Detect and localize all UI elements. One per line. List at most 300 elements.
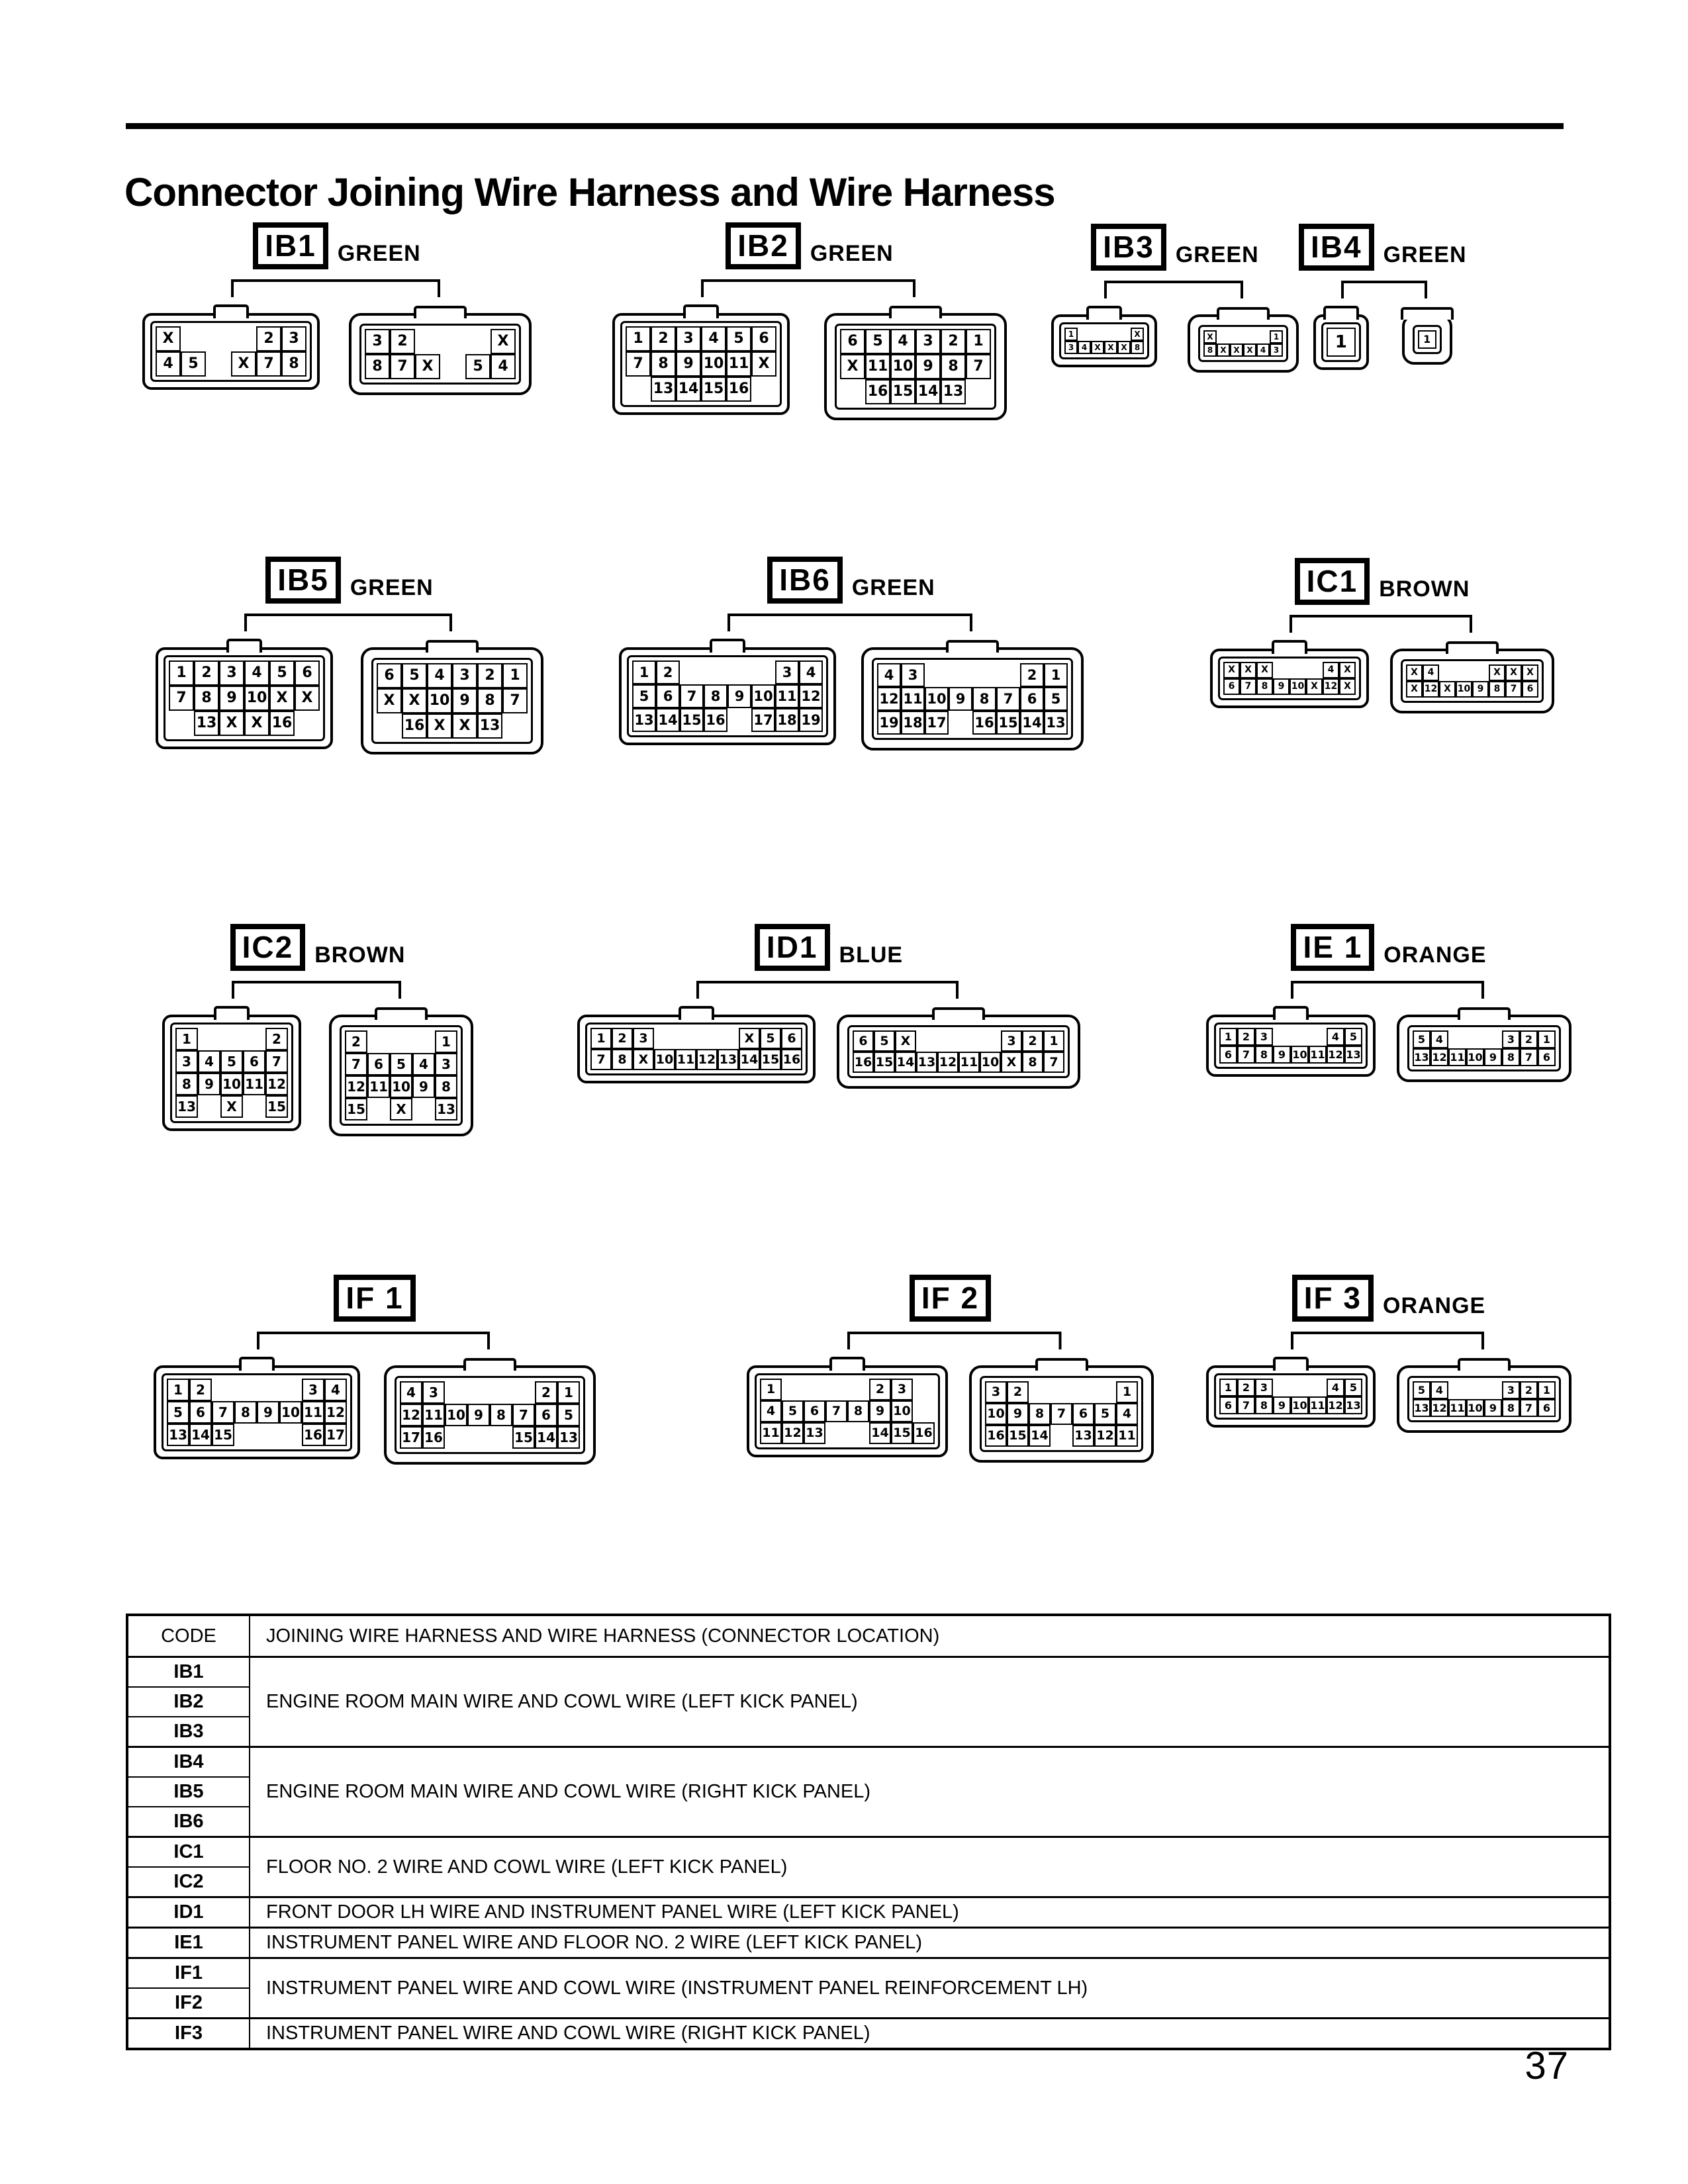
pin-cell: 8 — [490, 1404, 512, 1426]
table-row — [127, 1837, 1610, 1868]
pin-cell: 3 — [985, 1381, 1007, 1403]
pin-gap — [1456, 664, 1472, 681]
pin-cell: 4 — [701, 326, 726, 351]
pin-cell: 7 — [626, 351, 651, 377]
pin-cell: 10 — [1289, 678, 1306, 695]
pin-gap — [1309, 1028, 1327, 1046]
pin-grid — [1203, 330, 1283, 357]
connector-lock-tab-icon — [829, 1357, 865, 1371]
pin-cell: 9 — [949, 687, 972, 711]
pin-cell: 8 — [1131, 341, 1144, 354]
pin-cell: 7 — [1505, 681, 1522, 698]
pin-cell: 13 — [1344, 1396, 1362, 1414]
pin-cell: 1 — [1219, 1379, 1237, 1396]
connector-socket-IF2 — [969, 1365, 1154, 1463]
pin-cell: 5 — [1413, 1381, 1430, 1399]
connector-cavity — [980, 1376, 1143, 1452]
pin-cell: 1 — [1418, 330, 1436, 349]
code-cell-IB5: IB5 — [127, 1777, 250, 1807]
pin-gap — [1472, 664, 1489, 681]
pin-cell: X — [427, 713, 452, 739]
connector-socket-IB3 — [1188, 314, 1299, 373]
connector-code-badge: IF 3 — [1292, 1275, 1374, 1322]
connector-pair — [142, 313, 532, 395]
pin-cell: 5 — [1413, 1030, 1430, 1048]
figure-label — [154, 1275, 596, 1322]
connector-pair — [577, 1015, 1080, 1089]
code-cell-IF3: IF3 — [127, 2019, 250, 2050]
connector-plug-IC1 — [1210, 649, 1369, 708]
connector-color-label: BROWN — [1379, 576, 1470, 602]
pin-cell: X — [1505, 664, 1522, 681]
bracket-line — [619, 613, 1084, 633]
connector-code-badge: IB6 — [767, 557, 843, 604]
pin-cell: X — [840, 354, 865, 379]
pin-cell: 6 — [853, 1030, 874, 1052]
connector-socket-IE1 — [1397, 1015, 1571, 1082]
location-cell: INSTRUMENT PANEL WIRE AND COWL WIRE (RIGHT KICK PANEL) — [250, 2019, 1610, 2050]
pin-grid — [853, 1030, 1064, 1073]
pin-gap — [804, 1379, 825, 1400]
pin-gap — [1104, 328, 1117, 341]
pin-cell: 3 — [435, 1053, 457, 1075]
connector-socket-IC1 — [1390, 649, 1554, 713]
pin-cell: X — [244, 711, 269, 736]
pin-cell: 10 — [890, 354, 915, 379]
pin-cell: 12 — [1323, 678, 1339, 695]
pin-cell: 6 — [189, 1401, 212, 1424]
connector-plug-IB1 — [142, 313, 320, 390]
pin-cell: 6 — [781, 1028, 802, 1049]
pin-cell: 5 — [782, 1400, 804, 1422]
pin-cell: 7 — [1240, 678, 1256, 695]
pin-cell: 5 — [1344, 1379, 1362, 1396]
pin-cell: 12 — [1430, 1399, 1448, 1417]
connector-figure-IB1 — [142, 222, 532, 395]
pin-cell: 16 — [402, 713, 427, 739]
pin-gap — [1484, 1381, 1502, 1399]
pin-cell: 13 — [435, 1098, 457, 1120]
pin-gap — [206, 351, 231, 377]
pin-gap — [916, 1030, 937, 1052]
pin-gap — [949, 663, 972, 687]
pin-gap — [1448, 1381, 1466, 1399]
pin-cell: 3 — [175, 1050, 198, 1073]
pin-cell: 6 — [1538, 1048, 1556, 1066]
connector-color-label: GREEN — [810, 240, 894, 266]
pin-gap — [1273, 662, 1289, 678]
pin-cell: 6 — [367, 1053, 390, 1075]
pin-cell: 8 — [1022, 1052, 1043, 1073]
pin-cell: 10 — [701, 351, 726, 377]
pin-cell: 8 — [847, 1400, 869, 1422]
connector-pair — [156, 647, 543, 754]
pin-cell: 8 — [1502, 1048, 1520, 1066]
pin-cell: 16 — [269, 711, 295, 736]
pin-gap — [243, 1095, 265, 1118]
pin-cell: 3 — [1064, 341, 1078, 354]
connector-pair — [747, 1365, 1154, 1463]
pin-cell: 13 — [1344, 1046, 1362, 1064]
bracket-line — [577, 980, 1080, 1000]
pin-cell: 10 — [925, 687, 949, 711]
connector-plug-IB4 — [1313, 314, 1369, 370]
pin-cell: 5 — [1344, 1028, 1362, 1046]
pin-cell: 1 — [760, 1379, 782, 1400]
pin-cell: 10 — [445, 1404, 467, 1426]
pin-cell: 11 — [1448, 1048, 1466, 1066]
pin-cell: 11 — [901, 687, 925, 711]
pin-cell: 4 — [1256, 343, 1270, 357]
connector-plug-IE1 — [1206, 1015, 1376, 1077]
connector-lock-tab-icon — [375, 1007, 428, 1020]
pin-cell: 5 — [1094, 1403, 1116, 1425]
connector-figure-IF1 — [154, 1275, 596, 1465]
pin-cell: 4 — [760, 1400, 782, 1422]
pin-cell: 11 — [243, 1073, 265, 1095]
pin-cell: X — [1339, 662, 1356, 678]
connector-lock-tab-icon — [679, 1006, 714, 1020]
pin-cell: 17 — [925, 711, 949, 735]
pin-gap — [1466, 1381, 1484, 1399]
pin-cell: 2 — [651, 326, 676, 351]
pin-cell: 11 — [1309, 1396, 1327, 1414]
pin-cell: 3 — [365, 329, 390, 354]
pin-cell: 7 — [996, 687, 1020, 711]
pin-cell: 15 — [701, 377, 726, 402]
connector-plug-ID1 — [577, 1015, 816, 1083]
pin-cell: 4 — [198, 1050, 220, 1073]
pin-cell: 7 — [590, 1049, 612, 1070]
pin-cell: 7 — [390, 354, 415, 379]
figure-label — [1210, 558, 1554, 605]
connector-figure-IE1 — [1206, 924, 1571, 1082]
pin-cell: X — [1240, 662, 1256, 678]
pin-cell: 13 — [1413, 1048, 1430, 1066]
pin-cell: 4 — [1430, 1381, 1448, 1399]
pin-cell: 6 — [243, 1050, 265, 1073]
pin-cell: 8 — [477, 688, 502, 713]
figure-label — [142, 222, 532, 269]
pin-cell: 7 — [1520, 1048, 1538, 1066]
pin-grid — [345, 1030, 457, 1120]
pin-grid — [1413, 1381, 1556, 1417]
pin-cell: 8 — [1489, 681, 1505, 698]
connector-cavity — [164, 655, 325, 741]
pin-cell: 10 — [980, 1052, 1001, 1073]
pin-cell: 1 — [557, 1381, 580, 1404]
table-row — [127, 1897, 1610, 1928]
table-row — [127, 1747, 1610, 1778]
pin-cell: 8 — [651, 351, 676, 377]
pin-gap — [727, 660, 751, 684]
pin-cell: 1 — [1044, 663, 1068, 687]
connector-figure-IB3 — [1051, 224, 1299, 373]
pin-gap — [626, 377, 651, 402]
pin-grid — [1223, 662, 1356, 695]
pin-cell: 4 — [427, 663, 452, 688]
pin-gap — [1484, 1030, 1502, 1048]
pin-gap — [467, 1381, 490, 1404]
connector-cavity — [340, 1025, 463, 1126]
pin-cell: 11 — [775, 684, 799, 708]
pin-gap — [231, 326, 256, 351]
pin-gap — [257, 1379, 279, 1401]
connector-lock-tab-icon — [226, 639, 262, 653]
connector-lock-tab-icon — [214, 1006, 250, 1020]
connector-socket-IB6 — [861, 647, 1084, 751]
connector-pair — [162, 1015, 473, 1136]
pin-cell: 11 — [1309, 1046, 1327, 1064]
page-number: 37 — [1524, 2044, 1569, 2087]
pin-cell: 2 — [345, 1030, 367, 1053]
location-cell: FRONT DOOR LH WIRE AND INSTRUMENT PANEL WIRE (LEFT KICK PANEL) — [250, 1897, 1610, 1928]
connector-cavity — [162, 1373, 352, 1451]
bracket-line — [156, 613, 543, 633]
connector-plug-IB3 — [1051, 314, 1157, 367]
pin-gap — [234, 1379, 257, 1401]
pin-cell: X — [1439, 681, 1456, 698]
pin-cell: 3 — [1270, 343, 1283, 357]
pin-gap — [825, 1422, 847, 1444]
connector-socket-IB5 — [361, 647, 543, 754]
table-row — [127, 1657, 1610, 1688]
pin-cell: 10 — [1466, 1048, 1484, 1066]
pin-cell: X — [295, 686, 320, 711]
pin-cell: 2 — [1020, 663, 1044, 687]
pin-gap — [279, 1379, 302, 1401]
pin-cell: 11 — [959, 1052, 980, 1073]
pin-gap — [1291, 1379, 1309, 1396]
pin-cell: 1 — [1043, 1030, 1064, 1052]
connector-pair — [154, 1365, 596, 1465]
connector-pair — [619, 647, 1084, 751]
connector-color-label: GREEN — [1175, 242, 1259, 267]
table-row — [127, 2019, 1610, 2050]
pin-cell: 13 — [718, 1049, 739, 1070]
connector-lock-tab-icon — [1446, 641, 1499, 654]
pin-cell: X — [1091, 341, 1104, 354]
pin-cell: 15 — [1007, 1425, 1029, 1447]
connector-cavity — [371, 658, 533, 744]
pin-cell: 1 — [1538, 1381, 1556, 1399]
pin-cell: 14 — [676, 377, 701, 402]
pin-cell: 8 — [435, 1075, 457, 1098]
connector-pair — [1299, 314, 1467, 370]
connector-plug-IF3 — [1206, 1365, 1376, 1428]
connector-color-label: BLUE — [839, 942, 904, 968]
pin-gap — [1117, 328, 1131, 341]
pin-cell: 2 — [1237, 1379, 1255, 1396]
pin-cell: 14 — [1029, 1425, 1051, 1447]
pin-cell: 5 — [390, 1053, 412, 1075]
pin-cell: 15 — [890, 379, 915, 404]
connector-code-badge: IE 1 — [1291, 924, 1374, 971]
pin-gap — [718, 1028, 739, 1049]
connector-lock-tab-icon — [683, 304, 719, 318]
pin-cell: 14 — [535, 1426, 557, 1449]
pin-gap — [412, 1098, 435, 1120]
pin-cell: 2 — [477, 663, 502, 688]
pin-cell: 1 — [632, 660, 656, 684]
pin-cell: 19 — [877, 711, 901, 735]
pin-cell: 15 — [345, 1098, 367, 1120]
pin-cell: 5 — [167, 1401, 189, 1424]
connector-socket-IF3 — [1397, 1365, 1571, 1433]
pin-cell: 4 — [244, 660, 269, 686]
pin-cell: 1 — [1116, 1381, 1138, 1403]
pin-cell: 5 — [726, 326, 751, 351]
pin-cell: 18 — [901, 711, 925, 735]
pin-cell: 4 — [491, 354, 516, 379]
pin-cell: 14 — [739, 1049, 760, 1070]
pin-cell: 15 — [265, 1095, 288, 1118]
pin-cell: 6 — [377, 663, 402, 688]
pin-cell: 16 — [726, 377, 751, 402]
pin-gap — [198, 1095, 220, 1118]
pin-cell: X — [739, 1028, 760, 1049]
pin-cell: 3 — [901, 663, 925, 687]
connector-cavity — [872, 658, 1073, 740]
pin-cell: X — [1406, 681, 1423, 698]
pin-cell: 4 — [1430, 1030, 1448, 1048]
pin-cell: 10 — [1291, 1046, 1309, 1064]
pin-cell: 17 — [400, 1426, 422, 1449]
connector-code-badge: IB1 — [253, 222, 328, 269]
pin-cell: 16 — [913, 1422, 935, 1444]
pin-cell: 11 — [675, 1049, 696, 1070]
pin-cell: 13 — [1413, 1399, 1430, 1417]
code-cell-IF1: IF1 — [127, 1958, 250, 1989]
connector-cavity — [1413, 325, 1442, 354]
pin-cell: 2 — [1237, 1028, 1255, 1046]
pin-gap — [367, 1098, 390, 1120]
pin-grid — [632, 660, 823, 732]
pin-gap — [212, 1379, 234, 1401]
pin-cell: 5 — [865, 329, 890, 354]
connector-plug-IB5 — [156, 647, 333, 749]
pin-gap — [467, 1426, 490, 1449]
pin-cell: 11 — [726, 351, 751, 377]
connector-plug-IC2 — [162, 1015, 301, 1131]
pin-cell: 2 — [194, 660, 219, 686]
pin-cell: 11 — [1116, 1425, 1138, 1447]
bracket-line — [1051, 280, 1299, 300]
pin-cell: 9 — [1273, 1396, 1291, 1414]
pin-cell: 13 — [1072, 1425, 1094, 1447]
pin-gap — [279, 1424, 302, 1446]
pin-cell: 10 — [985, 1403, 1007, 1425]
pin-cell: 6 — [1072, 1403, 1094, 1425]
pin-gap — [1256, 330, 1270, 343]
pin-gap — [1072, 1381, 1094, 1403]
pin-cell: 16 — [781, 1049, 802, 1070]
pin-cell: X — [415, 354, 440, 379]
connector-code-badge: IB2 — [726, 222, 801, 269]
pin-cell: 15 — [874, 1052, 895, 1073]
pin-cell: 9 — [1273, 1046, 1291, 1064]
pin-cell: 2 — [390, 329, 415, 354]
connector-code-badge: IC2 — [230, 924, 306, 971]
connector-cavity — [1214, 1023, 1368, 1069]
pin-cell: 9 — [467, 1404, 490, 1426]
connector-code-badge: IB3 — [1091, 224, 1166, 271]
pin-cell: 11 — [760, 1422, 782, 1444]
pin-cell: 11 — [302, 1401, 324, 1424]
pin-cell: 5 — [220, 1050, 243, 1073]
pin-gap — [490, 1426, 512, 1449]
pin-gap — [440, 354, 465, 379]
pin-cell: 8 — [1203, 343, 1217, 357]
pin-cell: 12 — [1327, 1396, 1344, 1414]
pin-cell: 15 — [512, 1426, 535, 1449]
pin-cell: 13 — [941, 379, 966, 404]
location-cell: FLOOR NO. 2 WIRE AND COWL WIRE (LEFT KICK PANEL) — [250, 1837, 1610, 1897]
connector-socket-IC2 — [329, 1015, 473, 1136]
pin-gap — [1217, 330, 1230, 343]
pin-cell: 7 — [256, 351, 281, 377]
pin-cell: 16 — [302, 1424, 324, 1446]
pin-cell: 19 — [799, 708, 823, 732]
pin-cell: 5 — [1044, 687, 1068, 711]
pin-cell: X — [219, 711, 244, 736]
pin-cell: 7 — [169, 686, 194, 711]
code-cell-IC1: IC1 — [127, 1837, 250, 1868]
connector-color-label: ORANGE — [1383, 942, 1487, 968]
pin-cell: 12 — [265, 1073, 288, 1095]
pin-cell: 7 — [345, 1053, 367, 1075]
pin-cell: 10 — [390, 1075, 412, 1098]
pin-cell: 10 — [279, 1401, 302, 1424]
pin-cell: 5 — [465, 354, 491, 379]
connector-socket-IB4 — [1402, 314, 1452, 365]
pin-cell: X — [1339, 678, 1356, 695]
connector-figure-IB6 — [619, 557, 1084, 751]
pin-cell: 15 — [760, 1049, 781, 1070]
pin-cell: 6 — [1538, 1399, 1556, 1417]
pin-cell: 13 — [804, 1422, 825, 1444]
pin-gap — [465, 329, 491, 354]
pin-cell: X — [377, 688, 402, 713]
pin-cell: 4 — [400, 1381, 422, 1404]
location-cell: INSTRUMENT PANEL WIRE AND FLOOR NO. 2 WIRE (LEFT KICK PANEL) — [250, 1928, 1610, 1958]
pin-cell: 4 — [1323, 662, 1339, 678]
connector-cavity — [1401, 659, 1544, 703]
pin-cell: 6 — [840, 329, 865, 354]
pin-gap — [751, 660, 775, 684]
figure-label — [577, 924, 1080, 971]
pin-grid — [1064, 328, 1144, 354]
connector-pair — [1210, 649, 1554, 713]
location-cell: INSTRUMENT PANEL WIRE AND COWL WIRE (INSTRUMENT PANEL REINFORCEMENT LH) — [250, 1958, 1610, 2019]
table-row — [127, 1928, 1610, 1958]
pin-cell: 16 — [972, 711, 996, 735]
connector-pair — [1051, 314, 1299, 373]
connector-lock-tab-icon — [946, 640, 999, 653]
pin-gap — [1230, 330, 1243, 343]
pin-gap — [1273, 1028, 1291, 1046]
connector-pair — [612, 313, 1007, 420]
pin-grid — [377, 663, 528, 739]
pin-gap — [727, 708, 751, 732]
pin-cell: 2 — [612, 1028, 633, 1049]
bracket-line — [747, 1331, 1154, 1351]
pin-cell: 9 — [257, 1401, 279, 1424]
pin-cell: 12 — [345, 1075, 367, 1098]
pin-cell: 8 — [1029, 1403, 1051, 1425]
pin-gap — [1051, 1381, 1072, 1403]
pin-cell: 12 — [324, 1401, 347, 1424]
